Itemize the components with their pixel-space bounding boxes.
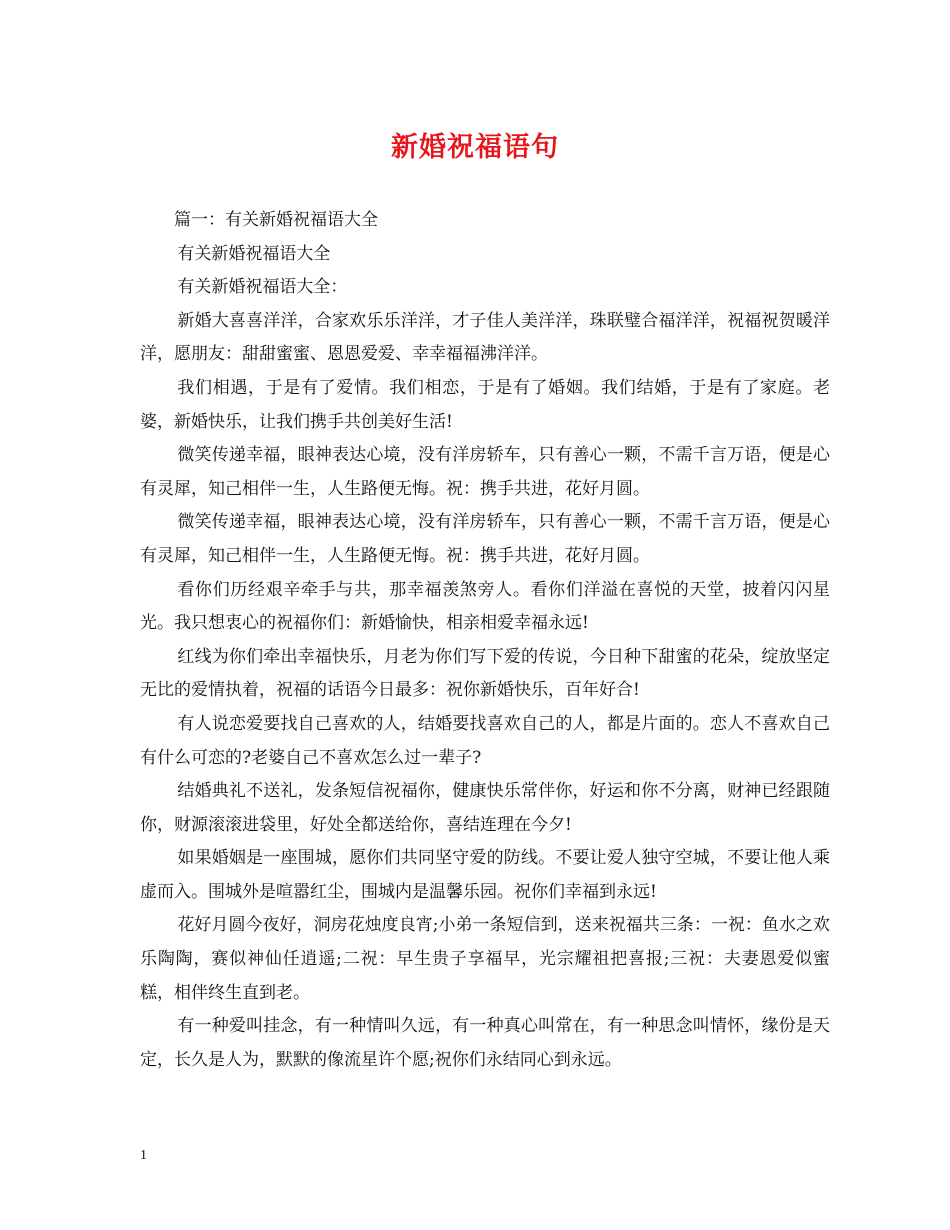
paragraph: 如果婚姻是一座围城，愿你们共同坚守爱的防线。不要让爱人独守空城，不要让他人乘虚而入。围城外是喧嚣红尘，围城内是温馨乐园。祝你们幸福到永远! — [140, 848, 830, 902]
paragraph: 我们相遇，于是有了爱情。我们相恋，于是有了婚姻。我们结婚，于是有了家庭。老婆，新婚快乐，让我们携手共创美好生活! — [140, 377, 830, 432]
document-body — [140, 204, 830, 1077]
page-number: 1 — [140, 1148, 147, 1163]
paragraph: 微笑传递幸福，眼神表达心境，没有洋房轿车，只有善心一颗，不需千言万语，便是心有灵犀，知己相伴一生，人生路便无悔。祝：携手共进，花好月圆。 — [140, 512, 830, 566]
paragraph: 有人说恋爱要找自己喜欢的人，结婚要找喜欢自己的人，都是片面的。恋人不喜欢自己有什么可恋的?老婆自己不喜欢怎么过一辈子? — [140, 713, 830, 768]
section-heading: 篇一：有关新婚祝福语大全 — [174, 210, 378, 230]
paragraph: 有一种爱叫挂念，有一种情叫久远，有一种真心叫常在，有一种思念叫情怀，缘份是天定，长久是人为，默默的像流星许个愿;祝你们永结同心到永远。 — [140, 1016, 830, 1070]
sub-heading: 有关新婚祝福语大全 — [177, 243, 331, 264]
paragraph: 新婚大喜喜洋洋，合家欢乐乐洋洋，才子佳人美洋洋，珠联璧合福洋洋，祝福祝贺暖洋洋，愿朋友：甜甜蜜蜜、恩恩爱爱、幸幸福福沸洋洋。 — [140, 310, 830, 365]
paragraph: 结婚典礼不送礼，发条短信祝福你，健康快乐常伴你，好运和你不分离，财神已经跟随你，财源滚滚进袋里，好处全都送给你，喜结连理在今夕! — [140, 781, 830, 835]
paragraph: 微笑传递幸福，眼神表达心境，没有洋房轿车，只有善心一颗，不需千言万语，便是心有灵犀，知己相伴一生，人生路便无悔。祝：携手共进，花好月圆。 — [140, 445, 830, 499]
sub-heading-intro: 有关新婚祝福语大全： — [177, 277, 348, 298]
paragraph: 花好月圆今夜好，洞房花烛度良宵;小弟一条短信到，送来祝福共三条：一祝：鱼水之欢乐陶陶，赛似神仙任逍遥;二祝：早生贵子享福早，光宗耀祖把喜报;三祝：夫妻恩爱似蜜糕，相伴终生直到老。 — [140, 915, 830, 1003]
paragraph: 红线为你们牵出幸福快乐，月老为你们写下爱的传说，今日种下甜蜜的花朵，绽放坚定无比的爱情执着，祝福的话语今日最多：祝你新婚快乐，百年好合! — [140, 646, 830, 701]
document-title: 新婚祝福语句 — [391, 132, 559, 163]
paragraph: 看你们历经艰辛牵手与共，那幸福羡煞旁人。看你们洋溢在喜悦的天堂，披着闪闪星光。我只想衷心的祝福你们：新婚愉快，相亲相爱幸福永远! — [140, 579, 830, 634]
